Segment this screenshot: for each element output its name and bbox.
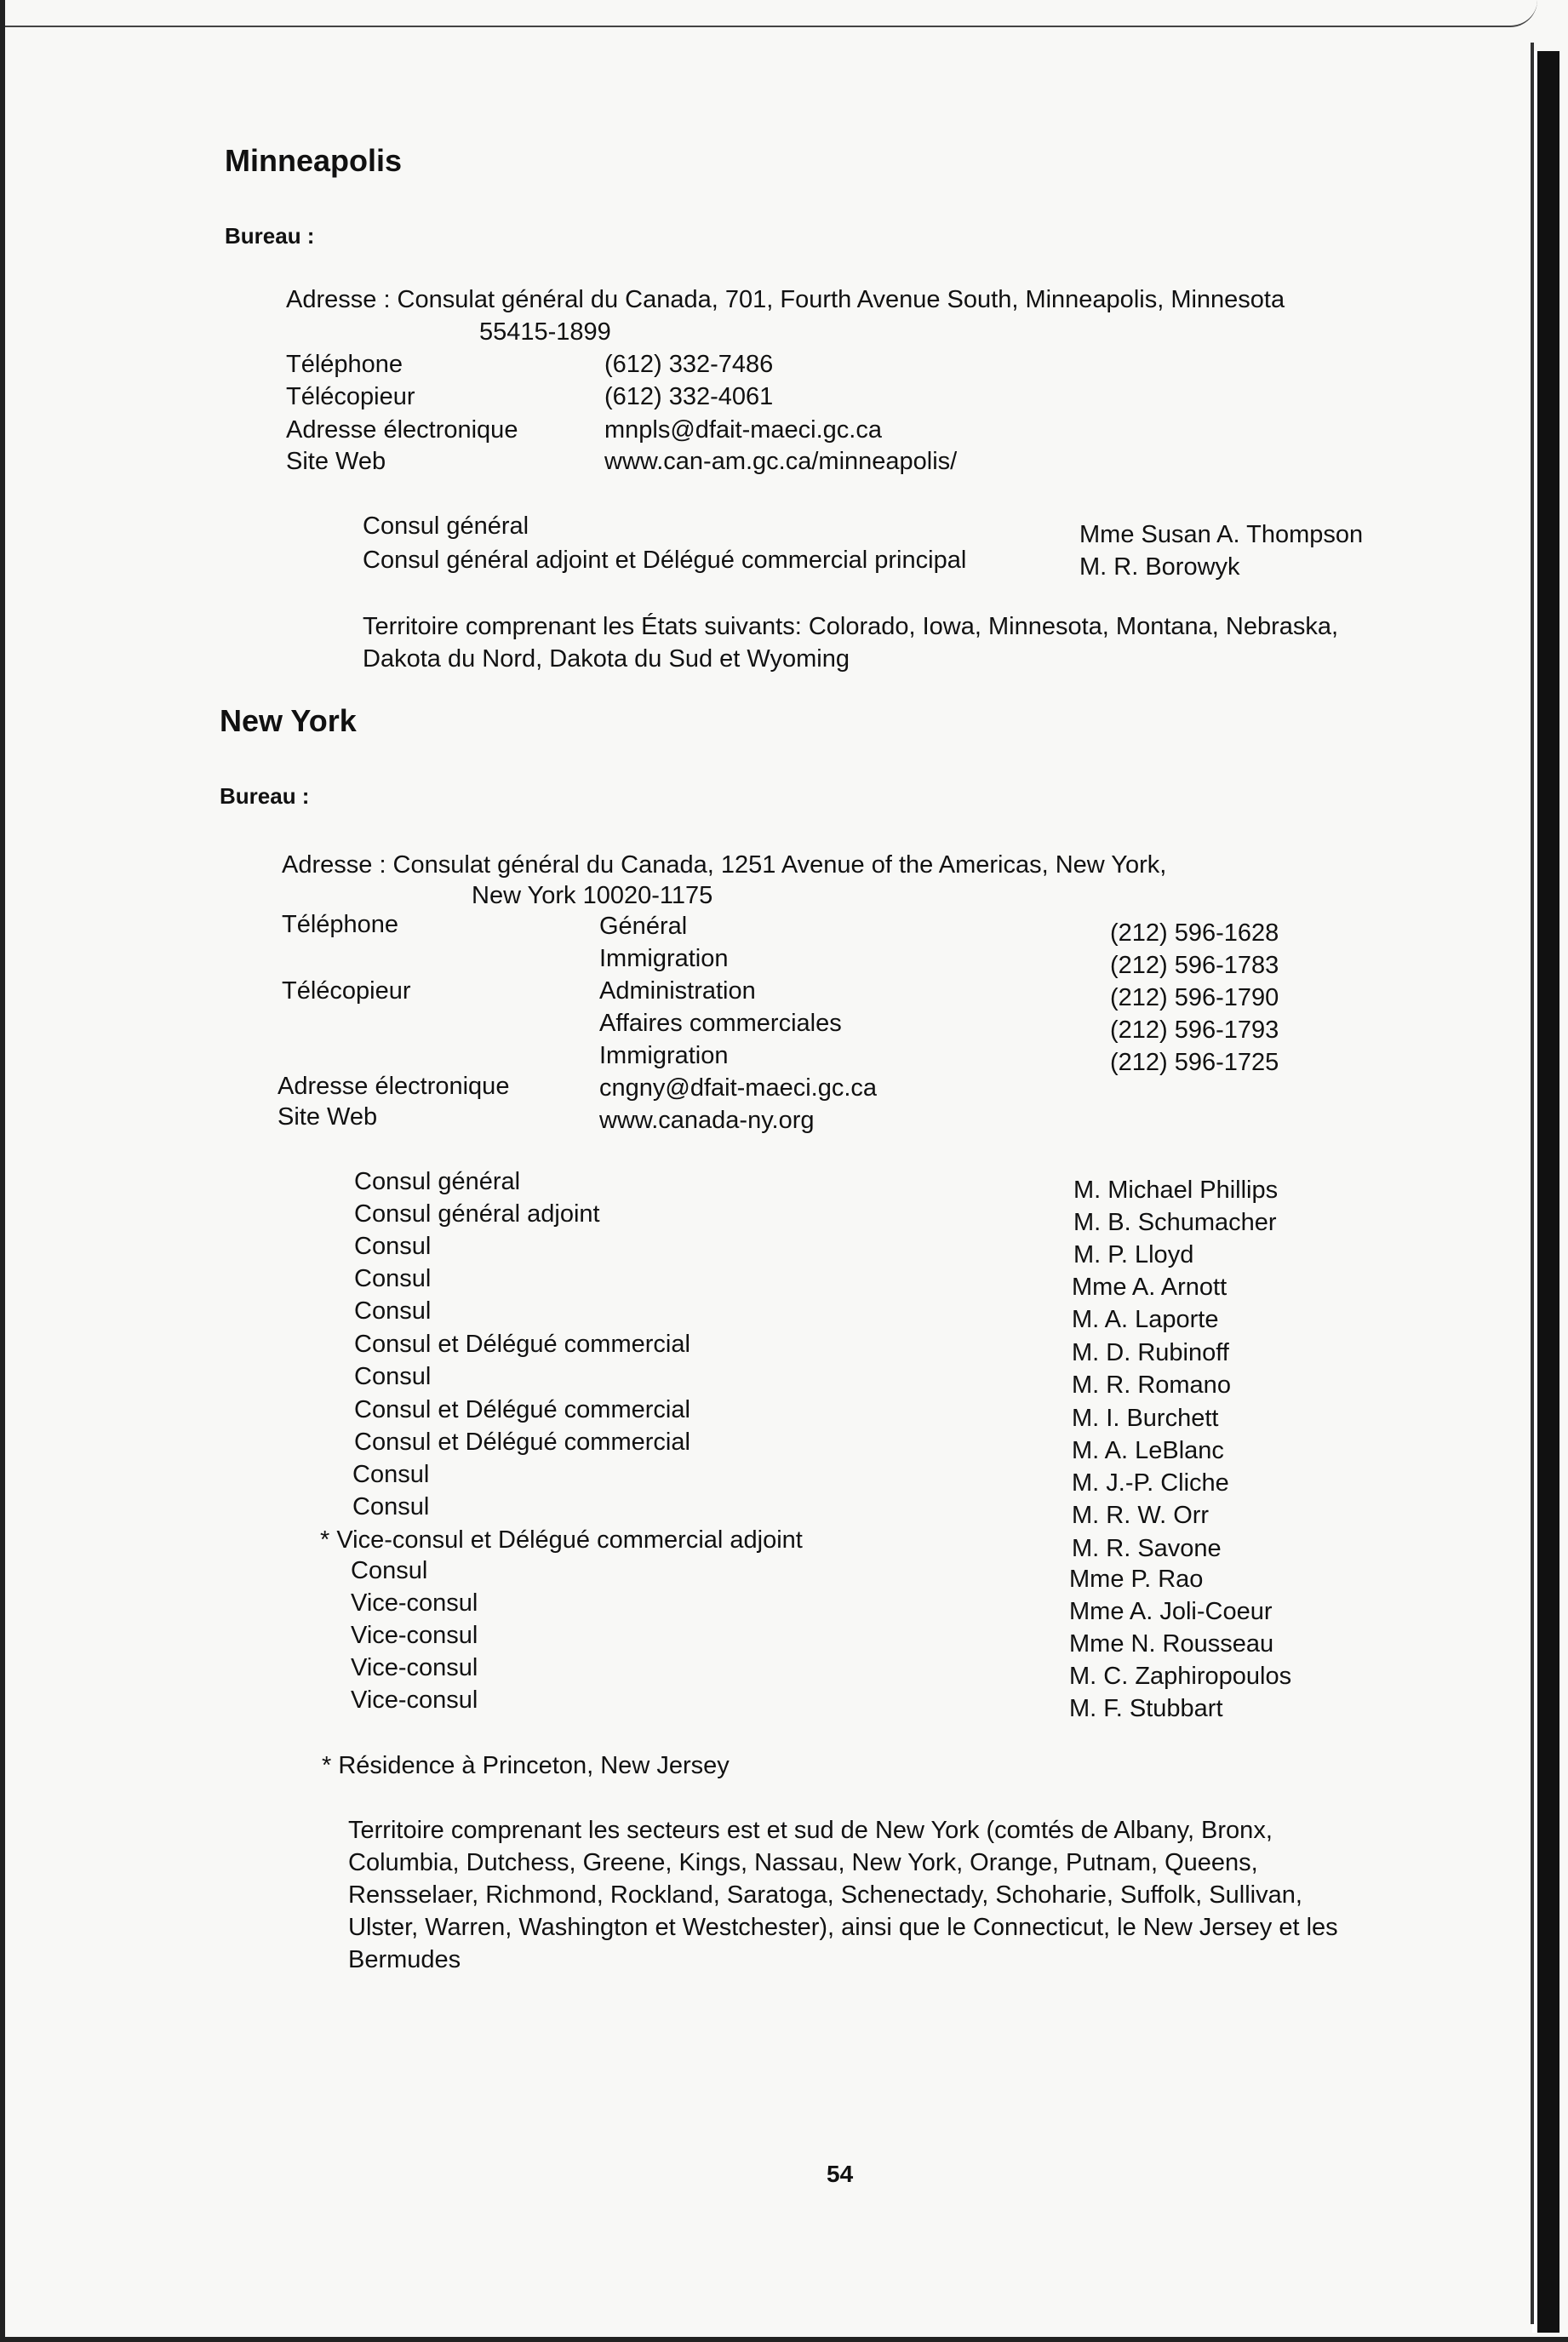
scan-edge-top xyxy=(5,0,1537,27)
staff-name: M. R. Savone xyxy=(1072,1535,1222,1562)
page-number: 54 xyxy=(827,2161,854,2187)
staff-title: Consul xyxy=(352,1461,430,1488)
staff-title: Consul xyxy=(354,1233,432,1260)
phone-sublabel: Immigration xyxy=(599,945,729,972)
staff-name: M. P. Lloyd xyxy=(1073,1241,1194,1268)
contact-value: www.can-am.gc.ca/minneapolis/ xyxy=(604,448,958,475)
territory-text: Ulster, Warren, Washington et Westchester), ainsi que le Connecticut, le New Jersey et les xyxy=(348,1914,1338,1941)
phone-number: (212) 596-1783 xyxy=(1110,952,1279,979)
staff-row xyxy=(354,1168,1279,1204)
contact-value: (612) 332-4061 xyxy=(604,383,774,410)
section-title-new-york: New York xyxy=(220,703,357,738)
staff-name: M. B. Schumacher xyxy=(1073,1209,1277,1236)
scan-edge-right xyxy=(1532,51,1559,2333)
bureau-label: Bureau : xyxy=(225,223,315,249)
staff-title: Consul xyxy=(354,1363,432,1390)
fax-sublabel: Immigration xyxy=(599,1042,729,1069)
bureau-label: Bureau : xyxy=(220,783,310,809)
fax-number: (212) 596-1725 xyxy=(1110,1049,1279,1076)
staff-name: M. R. W. Orr xyxy=(1072,1502,1210,1529)
staff-title: Consul général adjoint xyxy=(354,1200,600,1228)
staff-row xyxy=(363,547,1240,581)
staff-name: Mme Susan A. Thompson xyxy=(1079,521,1364,548)
staff-title: Vice-consul xyxy=(351,1686,478,1714)
staff-row xyxy=(352,1493,1210,1529)
fax-sublabel: Affaires commerciales xyxy=(599,1010,842,1037)
staff-name: M. D. Rubinoff xyxy=(1072,1339,1229,1366)
contact-value: mnpls@dfait-maeci.gc.ca xyxy=(604,416,882,444)
staff-row xyxy=(351,1622,1274,1658)
scan-edge-bottom xyxy=(5,2337,1568,2342)
staff-name: Mme N. Rousseau xyxy=(1069,1630,1274,1658)
territory-text: Territoire comprenant les États suivants: Colorado, Iowa, Minnesota, Montana, Nebraska, xyxy=(363,613,1339,640)
address-postal: New York 10020-1175 xyxy=(472,882,713,909)
staff-title: Consul général adjoint et Délégué commercial principal xyxy=(363,547,967,574)
staff-row xyxy=(354,1429,1224,1464)
staff-title: Consul général xyxy=(363,512,529,540)
contact-label: Télécopieur xyxy=(286,383,415,410)
fax-number: (212) 596-1793 xyxy=(1110,1016,1279,1044)
staff-title: Consul xyxy=(354,1265,432,1292)
phone-sublabel: Général xyxy=(599,913,688,940)
staff-title: Consul xyxy=(351,1557,428,1584)
address-line: Adresse : Consulat général du Canada, 701, Fourth Avenue South, Minneapolis, Minnesota xyxy=(286,286,1285,313)
contact-row xyxy=(286,448,958,480)
staff-row xyxy=(351,1557,1204,1593)
phone-number: (212) 596-1628 xyxy=(1110,919,1279,947)
staff-title: Vice-consul xyxy=(351,1654,478,1681)
staff-title: Vice-consul xyxy=(351,1622,478,1649)
email-label: Adresse électronique xyxy=(278,1073,510,1100)
staff-name: M. R. Borowyk xyxy=(1079,553,1240,581)
staff-title: Consul et Délégué commercial xyxy=(354,1331,690,1358)
staff-title: Vice-consul xyxy=(351,1589,478,1617)
staff-name: M. A. LeBlanc xyxy=(1072,1437,1224,1464)
scan-edge-right-inner xyxy=(1531,43,1534,2324)
staff-row xyxy=(354,1200,1277,1236)
staff-row xyxy=(354,1233,1194,1268)
staff-title: Consul xyxy=(352,1493,430,1520)
contact-label: Téléphone xyxy=(286,351,403,378)
email-value: cngny@dfait-maeci.gc.ca xyxy=(599,1074,878,1102)
staff-row xyxy=(363,512,1364,548)
staff-row xyxy=(352,1461,1229,1497)
staff-name: M. A. Laporte xyxy=(1072,1306,1219,1333)
staff-title: Consul général xyxy=(354,1168,521,1195)
contact-value: (612) 332-7486 xyxy=(604,351,774,378)
staff-name: M. I. Burchett xyxy=(1072,1405,1219,1432)
staff-title: * Vice-consul et Délégué commercial adjoint xyxy=(320,1526,803,1554)
footnote: * Résidence à Princeton, New Jersey xyxy=(322,1752,730,1779)
staff-row xyxy=(351,1654,1292,1690)
fax-sublabel: Administration xyxy=(599,977,756,1005)
staff-name: M. C. Zaphiropoulos xyxy=(1069,1663,1292,1690)
address-postal: 55415-1899 xyxy=(479,318,611,346)
contact-row xyxy=(286,351,774,383)
fax-number: (212) 596-1790 xyxy=(1110,984,1279,1011)
contact-row xyxy=(286,383,774,415)
staff-row xyxy=(351,1589,1273,1625)
staff-name: M. J.-P. Cliche xyxy=(1072,1469,1229,1497)
staff-row xyxy=(351,1686,1223,1722)
staff-name: Mme P. Rao xyxy=(1069,1566,1204,1593)
web-value: www.canada-ny.org xyxy=(599,1107,815,1134)
staff-name: M. Michael Phillips xyxy=(1073,1177,1279,1204)
staff-row xyxy=(354,1363,1231,1399)
address-line: Adresse : Consulat général du Canada, 1251 Avenue of the Americas, New York, xyxy=(282,851,1167,879)
territory-text: Bermudes xyxy=(348,1946,461,1973)
staff-title: Consul et Délégué commercial xyxy=(354,1396,690,1423)
staff-title: Consul et Délégué commercial xyxy=(354,1429,690,1456)
section-title-minneapolis: Minneapolis xyxy=(225,143,403,178)
territory-text: Dakota du Nord, Dakota du Sud et Wyoming xyxy=(363,645,850,673)
staff-row xyxy=(354,1331,1229,1366)
staff-row xyxy=(354,1265,1228,1301)
contact-label: Adresse électronique xyxy=(286,416,518,444)
staff-row xyxy=(354,1297,1219,1333)
fax-label: Télécopieur xyxy=(282,977,411,1005)
staff-row xyxy=(320,1526,1222,1562)
phone-label: Téléphone xyxy=(282,911,399,938)
staff-name: Mme A. Arnott xyxy=(1072,1274,1228,1301)
territory-text: Columbia, Dutchess, Greene, Kings, Nassau, New York, Orange, Putnam, Queens, xyxy=(348,1849,1258,1876)
territory-text: Territoire comprenant les secteurs est et sud de New York (comtés de Albany, Bronx, xyxy=(348,1817,1273,1844)
staff-name: Mme A. Joli-Coeur xyxy=(1069,1598,1273,1625)
staff-name: M. F. Stubbart xyxy=(1069,1695,1223,1722)
staff-title: Consul xyxy=(354,1297,432,1325)
contact-label: Site Web xyxy=(286,448,386,475)
contact-row xyxy=(286,416,882,449)
staff-row xyxy=(354,1396,1219,1432)
web-label: Site Web xyxy=(278,1103,378,1131)
staff-name: M. R. Romano xyxy=(1072,1371,1231,1399)
territory-text: Rensselaer, Richmond, Rockland, Saratoga, Schenectady, Schoharie, Suffolk, Sullivan, xyxy=(348,1881,1302,1909)
